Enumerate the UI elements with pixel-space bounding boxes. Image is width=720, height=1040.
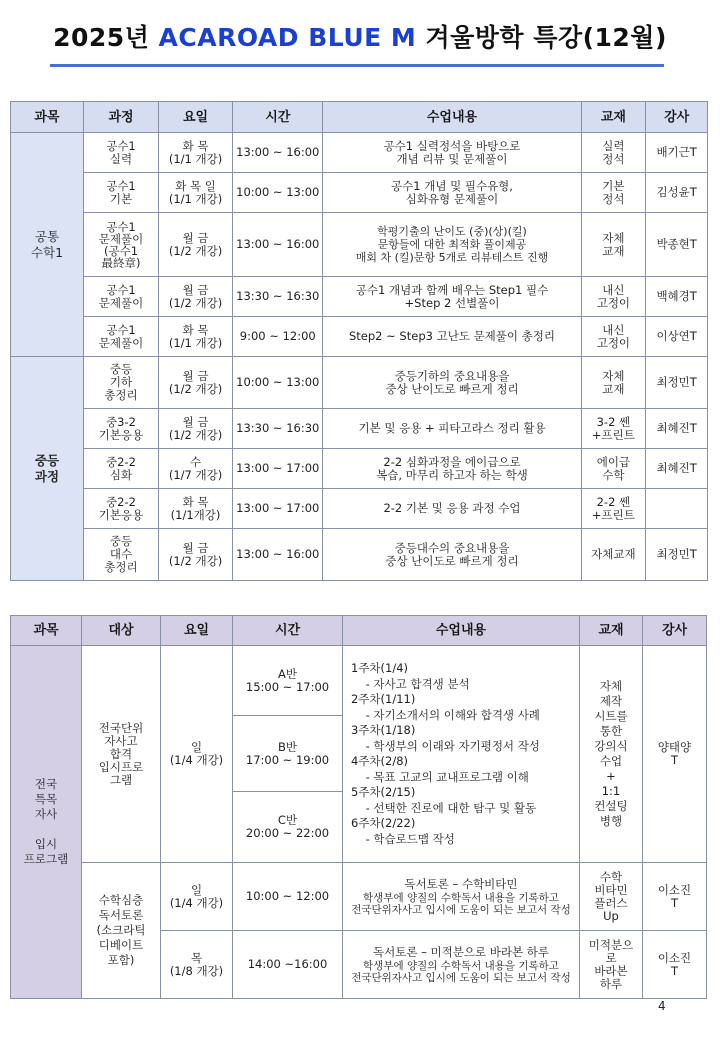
target-cell: 전국단위 자사고 합격 입시프로 그램 xyxy=(82,646,161,863)
title-brand: ACAROAD BLUE M xyxy=(158,23,417,52)
book-cell: 내신 고정이 xyxy=(581,277,646,317)
teacher-cell: 양태양 T xyxy=(643,646,707,863)
content-cell: Step2 ~ Step3 고난도 문제풀이 총정리 xyxy=(323,317,581,357)
teacher-cell: 최혜진T xyxy=(646,449,708,489)
subject-cell: 공통 수학1 xyxy=(11,133,84,357)
table-row xyxy=(11,213,708,277)
course-cell: 중3-2 기본응용 xyxy=(83,409,158,449)
table-row xyxy=(11,277,708,317)
content-cell: 공수1 개념 및 필수유형, 심화유형 문제풀이 xyxy=(323,173,581,213)
teacher-cell: 백혜경T xyxy=(646,277,708,317)
time-cell: C반 20:00 ~ 22:00 xyxy=(233,792,343,863)
table-row xyxy=(11,173,708,213)
day-cell: 월 금 (1/2 개강) xyxy=(159,213,233,277)
header-day: 요일 xyxy=(161,616,233,646)
header-content: 수업내용 xyxy=(323,102,581,133)
content-cell xyxy=(343,863,580,931)
title-underline xyxy=(50,64,664,67)
header-day: 요일 xyxy=(159,102,233,133)
header-content: 수업내용 xyxy=(343,616,580,646)
course-cell: 공수1 실력 xyxy=(83,133,158,173)
teacher-cell: 최정민T xyxy=(646,357,708,409)
time-cell: 9:00 ~ 12:00 xyxy=(233,317,323,357)
header-teacher: 강사 xyxy=(643,616,707,646)
content-cell: 기본 및 응용 + 피타고라스 정리 활용 xyxy=(323,409,581,449)
content-cell: 중등대수의 중요내용을 중상 난이도로 빠르게 정리 xyxy=(323,529,581,581)
time-cell: B반 17:00 ~ 19:00 xyxy=(233,716,343,792)
day-cell: 일 (1/4 개강) xyxy=(161,863,233,931)
time-cell: 10:00 ~ 13:00 xyxy=(233,357,323,409)
book-cell: 3-2 쎈 +프린트 xyxy=(581,409,646,449)
header-time: 시간 xyxy=(233,616,343,646)
course-cell: 공수1 문제풀이 (공수1 最終章) xyxy=(83,213,158,277)
content-cell: 공수1 개념과 함께 배우는 Step1 필수 +Step 2 선별풀이 xyxy=(323,277,581,317)
day-cell: 일 (1/4 개강) xyxy=(161,646,233,863)
time-cell: A반 15:00 ~ 17:00 xyxy=(233,646,343,716)
table-row xyxy=(11,317,708,357)
course-cell: 중등 기하 총정리 xyxy=(83,357,158,409)
page-number: 4 xyxy=(658,999,666,1013)
header-subject: 과목 xyxy=(11,102,84,133)
day-cell: 월 금 (1/2 개강) xyxy=(159,409,233,449)
book-cell: 자체 제작 시트를 통한 강의식 수업 + 1:1 컨설팅 병행 xyxy=(580,646,643,863)
schedule-table-admission xyxy=(10,615,707,999)
content-cell: 학평기출의 난이도 (중)(상)(킬) 문항들에 대한 최적화 풀이제공 매회 차 (킬)문항 5개로 리뷰테스트 진행 xyxy=(323,213,581,277)
content-body: 학생부에 양질의 수학독서 내용을 기록하고 전국단위자사고 입시에 도움이 되는 보고서 작성 xyxy=(351,960,571,984)
content-cell: 중등기하의 중요내용을 중상 난이도로 빠르게 정리 xyxy=(323,357,581,409)
day-cell: 월 금 (1/2 개강) xyxy=(159,529,233,581)
header-target: 대상 xyxy=(82,616,161,646)
table-row xyxy=(11,529,708,581)
table-row xyxy=(11,646,707,716)
time-cell: 13:00 ~ 17:00 xyxy=(233,489,323,529)
book-cell: 자체 교재 xyxy=(581,213,646,277)
time-cell: 10:00 ~ 13:00 xyxy=(233,173,323,213)
book-cell: 자체교재 xyxy=(581,529,646,581)
content-cell: 2-2 기본 및 응용 과정 수업 xyxy=(323,489,581,529)
page-title xyxy=(0,18,720,54)
content-cell: 2-2 심화과정을 에이급으로 복습, 마무리 하고자 하는 학생 xyxy=(323,449,581,489)
table-row xyxy=(11,863,707,931)
teacher-cell: 김성윤T xyxy=(646,173,708,213)
teacher-cell: 이상연T xyxy=(646,317,708,357)
teacher-cell: 이소진 T xyxy=(643,863,707,931)
content-title: 독서토론 – 수학비타민 xyxy=(404,877,518,891)
time-cell: 14:00 ~16:00 xyxy=(233,931,343,999)
course-cell: 공수1 문제풀이 xyxy=(83,317,158,357)
schedule-table-regular xyxy=(10,101,708,581)
table-header-row xyxy=(11,102,708,133)
book-cell: 수학 비타민 플러스 Up xyxy=(580,863,643,931)
subject-cell: 전국 특목 자사 입시 프로그램 xyxy=(11,646,82,999)
header-course: 과정 xyxy=(83,102,158,133)
day-cell: 수 (1/7 개강) xyxy=(159,449,233,489)
table-row xyxy=(11,449,708,489)
day-cell: 화 목 일 (1/1 개강) xyxy=(159,173,233,213)
header-subject: 과목 xyxy=(11,616,82,646)
content-cell xyxy=(343,931,580,999)
content-cell: 1주차(1/4) - 자사고 합격생 분석 2주차(1/11) - 자기소개서의 이해와 합격생 사례 3주차(1/18) - 학생부의 이래와 자기평정서 작성 4주차(2/8) - 목표 고교의 교내프로그램 이해 5주차(2/15) - 선택한 진로에 대한 탐구 및 활동 6주차(2/22) - 학습로드맵 작성 xyxy=(343,646,580,863)
book-cell: 실력 정석 xyxy=(581,133,646,173)
content-body: 학생부에 양질의 수학독서 내용을 기록하고 전국단위자사고 입시에 도움이 되는 보고서 작성 xyxy=(351,892,571,916)
book-cell: 내신 고정이 xyxy=(581,317,646,357)
teacher-cell: 배기근T xyxy=(646,133,708,173)
course-cell: 중등 대수 총정리 xyxy=(83,529,158,581)
teacher-cell: 이소진 T xyxy=(643,931,707,999)
course-cell: 공수1 문제풀이 xyxy=(83,277,158,317)
time-cell: 10:00 ~ 12:00 xyxy=(233,863,343,931)
table-row xyxy=(11,357,708,409)
day-cell: 화 목 (1/1개강) xyxy=(159,489,233,529)
subject-cell: 중등 과정 xyxy=(11,357,84,581)
teacher-cell xyxy=(646,489,708,529)
day-cell: 목 (1/8 개강) xyxy=(161,931,233,999)
teacher-cell: 최혜진T xyxy=(646,409,708,449)
table-row xyxy=(11,489,708,529)
time-cell: 13:30 ~ 16:30 xyxy=(233,409,323,449)
title-prefix: 2025년 xyxy=(53,23,159,52)
content-cell: 공수1 실력정석을 바탕으로 개념 리뷰 및 문제풀이 xyxy=(323,133,581,173)
book-cell: 에이급 수학 xyxy=(581,449,646,489)
content-title: 독서토론 – 미적분으로 바라본 하루 xyxy=(373,945,549,959)
teacher-cell: 최정민T xyxy=(646,529,708,581)
table-row xyxy=(11,409,708,449)
time-cell: 13:00 ~ 17:00 xyxy=(233,449,323,489)
time-cell: 13:00 ~ 16:00 xyxy=(233,133,323,173)
time-cell: 13:30 ~ 16:30 xyxy=(233,277,323,317)
title-suffix: 겨울방학 특강(12월) xyxy=(416,23,667,52)
course-cell: 중2-2 심화 xyxy=(83,449,158,489)
day-cell: 화 목 (1/1 개강) xyxy=(159,317,233,357)
day-cell: 월 금 (1/2 개강) xyxy=(159,357,233,409)
header-teacher: 강사 xyxy=(646,102,708,133)
table-row xyxy=(11,133,708,173)
header-book: 교재 xyxy=(580,616,643,646)
course-cell: 공수1 기본 xyxy=(83,173,158,213)
book-cell: 기본 정석 xyxy=(581,173,646,213)
header-book: 교재 xyxy=(581,102,646,133)
day-cell: 화 목 (1/1 개강) xyxy=(159,133,233,173)
book-cell: 2-2 쎈 +프린트 xyxy=(581,489,646,529)
book-cell: 자체 교재 xyxy=(581,357,646,409)
course-cell: 중2-2 기본응용 xyxy=(83,489,158,529)
table-header-row xyxy=(11,616,707,646)
teacher-cell: 박종현T xyxy=(646,213,708,277)
header-time: 시간 xyxy=(233,102,323,133)
book-cell: 미적분으 로 바라본 하루 xyxy=(580,931,643,999)
time-cell: 13:00 ~ 16:00 xyxy=(233,213,323,277)
time-cell: 13:00 ~ 16:00 xyxy=(233,529,323,581)
day-cell: 월 금 (1/2 개강) xyxy=(159,277,233,317)
target-cell: 수학심층 독서토론 (소크라틱 디베이트 포함) xyxy=(82,863,161,999)
